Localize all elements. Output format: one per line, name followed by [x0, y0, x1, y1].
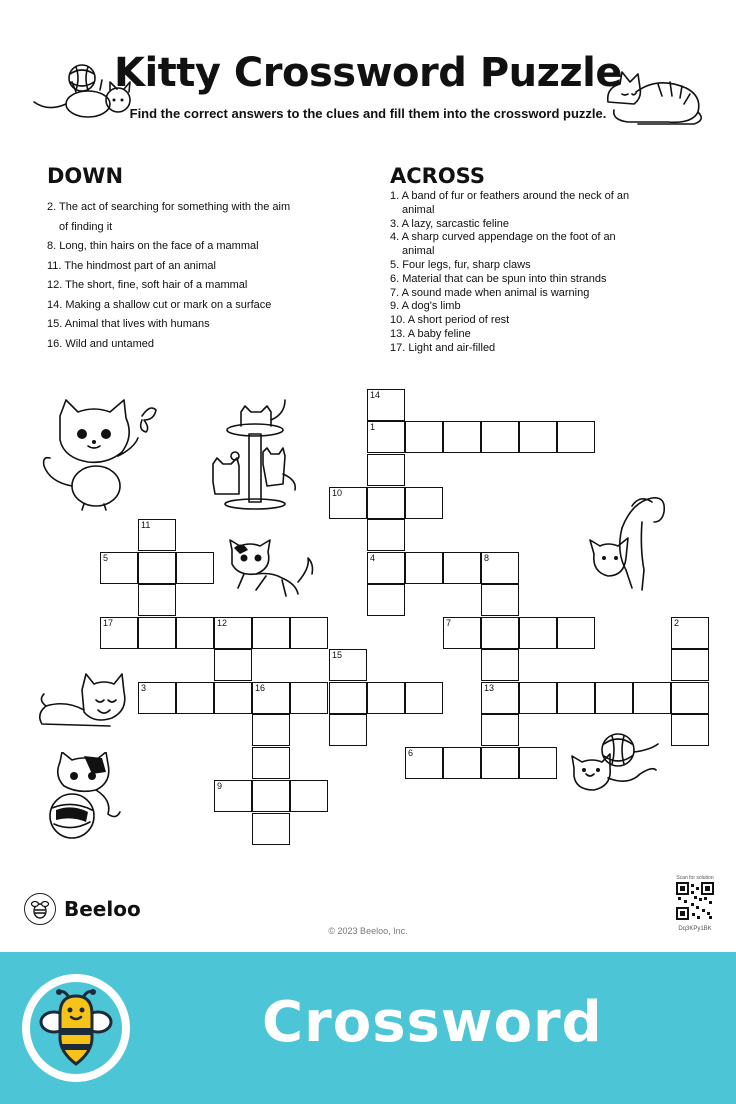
crossword-cell[interactable]: 6 [405, 747, 443, 779]
crossword-cell[interactable] [252, 780, 290, 812]
crossword-cell[interactable] [176, 552, 214, 584]
page-title: Kitty Crossword Puzzle [113, 50, 623, 96]
cat-with-yarn-illustration [30, 62, 138, 124]
bee-mascot-icon [38, 988, 114, 1068]
crossword-cell[interactable] [329, 682, 367, 714]
crossword-cell[interactable] [481, 584, 519, 616]
crossword-cell[interactable] [519, 747, 557, 779]
crossword-cell[interactable] [214, 682, 252, 714]
crossword-cell[interactable] [443, 552, 481, 584]
kitten-jumping-illustration [226, 538, 316, 602]
crossword-cell[interactable] [671, 682, 709, 714]
down-clue: 15. Animal that lives with humans [47, 318, 210, 330]
crossword-cell[interactable]: 13 [481, 682, 519, 714]
crossword-cell[interactable] [176, 682, 214, 714]
crossword-cell[interactable]: 16 [252, 682, 290, 714]
cats-on-tower-illustration [205, 394, 305, 510]
across-clue: 13. A baby feline [390, 327, 471, 340]
crossword-cell[interactable] [252, 617, 290, 649]
down-clue: 2. The act of searching for something with the aim of finding it [47, 201, 291, 233]
crossword-cell[interactable] [557, 421, 595, 453]
crossword-cell[interactable] [481, 714, 519, 746]
bee-icon [24, 893, 56, 925]
qr-code-icon [676, 882, 714, 920]
crossword-cell[interactable] [367, 584, 405, 616]
crossword-cell[interactable] [367, 454, 405, 486]
down-clues-list [47, 198, 290, 354]
down-clue: 14. Making a shallow cut or mark on a surface [47, 298, 272, 311]
crossword-cell[interactable] [138, 552, 176, 584]
across-clue: 10. A short period of rest [390, 314, 510, 327]
bee-mascot-badge [22, 974, 130, 1082]
crossword-cell[interactable] [290, 780, 328, 812]
bottom-banner [0, 952, 736, 1104]
kitten-with-yarn-illustration [568, 730, 660, 800]
crossword-cell[interactable]: 5 [100, 552, 138, 584]
lying-cat-illustration [36, 670, 128, 730]
crossword-cell[interactable] [481, 421, 519, 453]
crossword-cell[interactable] [138, 617, 176, 649]
crossword-cell[interactable] [405, 682, 443, 714]
crossword-cell[interactable] [443, 747, 481, 779]
across-clue: 9. A dog's limb [390, 300, 461, 313]
cat-with-butterfly-illustration [38, 396, 160, 514]
across-clues-list [390, 190, 629, 356]
crossword-cell[interactable] [405, 421, 443, 453]
down-clue: 8. Long, thin hairs on the face of a mammal [47, 240, 259, 252]
banner-label: Crossword [262, 990, 603, 1055]
crossword-cell[interactable]: 12 [214, 617, 252, 649]
across-clue: 7. A sound made when animal is warning [390, 286, 590, 299]
crossword-cell[interactable] [557, 682, 595, 714]
across-clue: 4. A sharp curved appendage on the foot of an animal [390, 231, 616, 258]
crossword-cell[interactable] [519, 617, 557, 649]
copyright: © 2023 Beeloo, Inc. [328, 926, 408, 936]
crossword-cell[interactable]: 3 [138, 682, 176, 714]
crossword-cell[interactable] [367, 519, 405, 551]
across-clue: 6. Material that can be spun into thin strands [390, 272, 607, 285]
cat-on-ball-illustration [40, 752, 128, 840]
crossword-cell[interactable]: 17 [100, 617, 138, 649]
down-clue: 11. The hindmost part of an animal [47, 259, 216, 272]
crossword-cell[interactable] [405, 487, 443, 519]
crossword-cell[interactable]: 10 [329, 487, 367, 519]
crossword-cell[interactable] [481, 649, 519, 681]
down-clue: 16. Wild and untamed [47, 337, 155, 350]
crossword-cell[interactable] [633, 682, 671, 714]
crossword-cell[interactable]: 14 [367, 389, 405, 421]
crossword-cell[interactable] [519, 421, 557, 453]
qr-code-label: Dq3KPy1BK [678, 926, 712, 932]
crossword-cell[interactable] [138, 584, 176, 616]
crossword-cell[interactable] [671, 714, 709, 746]
crossword-cell[interactable]: 11 [138, 519, 176, 551]
brand-logo[interactable] [24, 893, 141, 925]
crossword-cell[interactable]: 4 [367, 552, 405, 584]
crossword-cell[interactable] [671, 649, 709, 681]
crossword-cell[interactable] [252, 747, 290, 779]
crossword-cell[interactable] [176, 617, 214, 649]
crossword-cell[interactable]: 2 [671, 617, 709, 649]
qr-code-block[interactable] [672, 875, 718, 934]
crossword-cell[interactable] [252, 714, 290, 746]
crossword-cell[interactable] [519, 682, 557, 714]
instructions: Find the correct answers to the clues and fill them into the crossword puzzle. [129, 106, 607, 121]
qr-caption: Scan for solution [676, 875, 714, 881]
crossword-cell[interactable] [481, 747, 519, 779]
crossword-cell[interactable] [252, 813, 290, 845]
brand-name: Beeloo [64, 897, 141, 921]
crossword-cell[interactable] [367, 682, 405, 714]
crossword-cell[interactable]: 9 [214, 780, 252, 812]
crossword-cell[interactable] [481, 617, 519, 649]
crossword-cell[interactable]: 8 [481, 552, 519, 584]
across-clue: 17. Light and air-filled [390, 341, 496, 354]
crossword-cell[interactable] [405, 552, 443, 584]
down-heading: DOWN [47, 164, 124, 188]
crossword-cell[interactable] [214, 649, 252, 681]
across-clue: 5. Four legs, fur, sharp claws [390, 258, 531, 271]
crossword-cell[interactable] [367, 487, 405, 519]
across-heading: ACROSS [390, 164, 485, 188]
crossword-cell[interactable] [557, 617, 595, 649]
across-clue: 3. A lazy, sarcastic feline [390, 217, 510, 230]
crossword-cell[interactable] [290, 617, 328, 649]
across-clue: 1. A band of fur or feathers around the neck of an animal [390, 190, 630, 216]
crossword-cell[interactable]: 1 [367, 421, 405, 453]
crossword-cell[interactable] [443, 421, 481, 453]
crossword-cell[interactable]: 15 [329, 649, 367, 681]
down-clue: 12. The short, fine, soft hair of a mammal [47, 279, 248, 291]
sleeping-cat-illustration [598, 62, 706, 128]
crossword-cell[interactable]: 7 [443, 617, 481, 649]
crossword-cell[interactable] [290, 682, 328, 714]
crossword-cell[interactable] [595, 682, 633, 714]
cat-stretching-illustration [588, 492, 672, 602]
crossword-cell[interactable] [329, 714, 367, 746]
